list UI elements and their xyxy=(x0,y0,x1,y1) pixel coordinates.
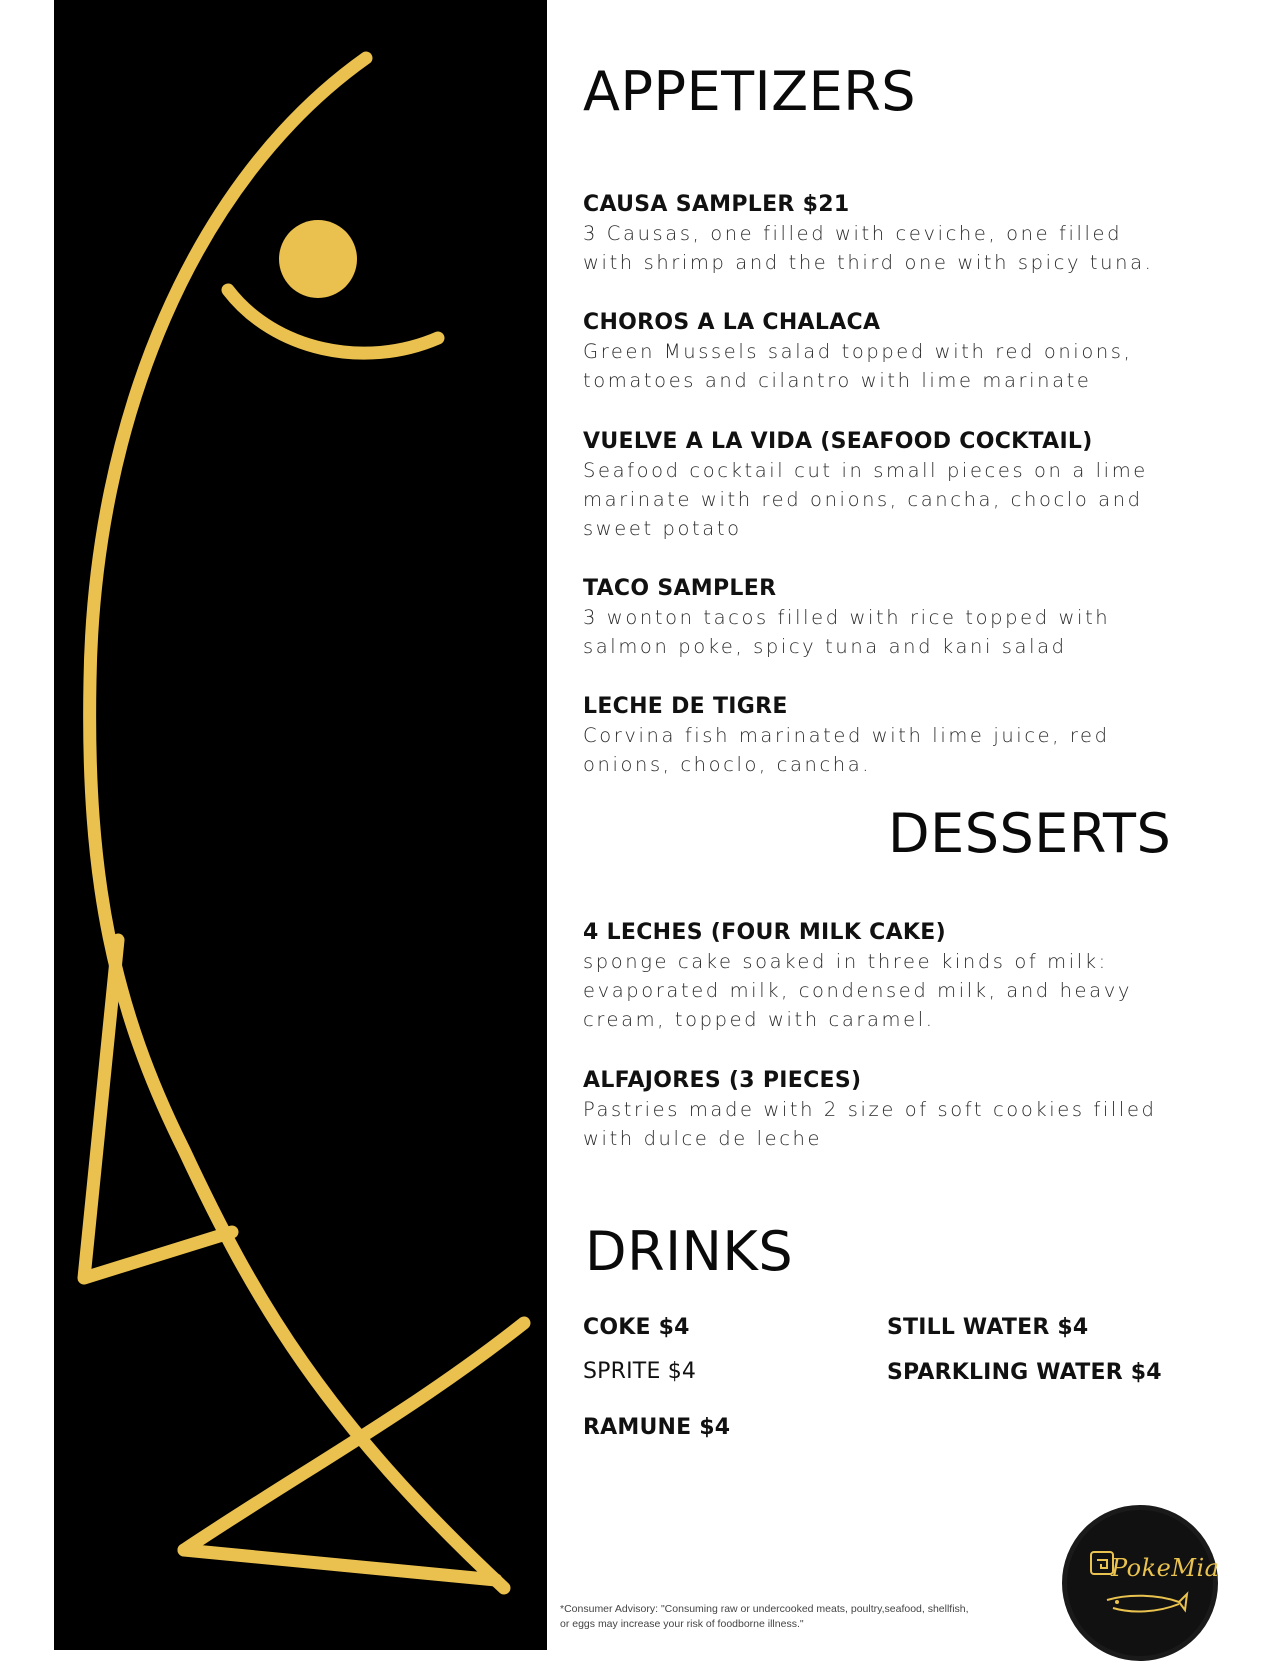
fish-line-art-icon xyxy=(54,0,547,1650)
drink-sparkling-water: SPARKLING WATER $4 xyxy=(887,1360,1162,1385)
fish-illustration-panel xyxy=(54,0,547,1650)
appetizers-heading: APPETIZERS xyxy=(583,60,917,123)
item-desc-leche-de-tigre: Corvina fish marinated with lime juice, red onions, choclo, cancha. xyxy=(583,724,1110,776)
drinks-heading: DRINKS xyxy=(585,1220,794,1283)
item-title-causa-sampler: CAUSA SAMPLER $21 xyxy=(583,192,850,217)
item-title-taco-sampler: TACO SAMPLER xyxy=(583,576,777,601)
item-desc-alfajores: Pastries made with 2 size of soft cookies filled with dulce de leche xyxy=(583,1098,1157,1150)
item-title-vuelve: VUELVE A LA VIDA (SEAFOOD COCKTAIL) xyxy=(583,429,1093,454)
item-desc-causa-sampler: 3 Causas, one filled with ceviche, one filled with shrimp and the third one with spicy tuna. xyxy=(583,222,1154,274)
drink-ramune: RAMUNE $4 xyxy=(583,1415,731,1440)
item-desc-4-leches: sponge cake soaked in three kinds of milk: evaporated milk, condensed milk, and heavy cream, topped with caramel. xyxy=(583,950,1132,1031)
item-title-4-leches: 4 LECHES (FOUR MILK CAKE) xyxy=(583,920,946,945)
drink-sprite: SPRITE $4 xyxy=(583,1359,697,1384)
item-title-choros: CHOROS A LA CHALACA xyxy=(583,310,881,335)
pokemia-logo xyxy=(1062,1505,1218,1661)
item-desc-vuelve: Seafood cocktail cut in small pieces on a lime marinate with red onions, cancha, choclo and sweet potato xyxy=(583,459,1148,540)
fish-logo-icon xyxy=(1067,1510,1213,1656)
item-desc-taco-sampler: 3 wonton tacos filled with rice topped with salmon poke, spicy tuna and kani salad xyxy=(583,606,1111,658)
logo-wordmark: PokeMia xyxy=(1111,1554,1220,1582)
consumer-advisory: *Consumer Advisory: "Consuming raw or undercooked meats, poultry,seafood, shellfish, or eggs may increase your risk of foodborne illness." xyxy=(560,1603,969,1630)
item-desc-choros: Green Mussels salad topped with red onions, tomatoes and cilantro with lime marinate xyxy=(583,340,1133,392)
drink-coke: COKE $4 xyxy=(583,1315,690,1340)
fish-eye-icon xyxy=(279,220,357,298)
desserts-heading: DESSERTS xyxy=(888,802,1172,865)
item-title-leche-de-tigre: LECHE DE TIGRE xyxy=(583,694,788,719)
drink-still-water: STILL WATER $4 xyxy=(887,1315,1089,1340)
item-title-alfajores: ALFAJORES (3 PIECES) xyxy=(583,1068,862,1093)
